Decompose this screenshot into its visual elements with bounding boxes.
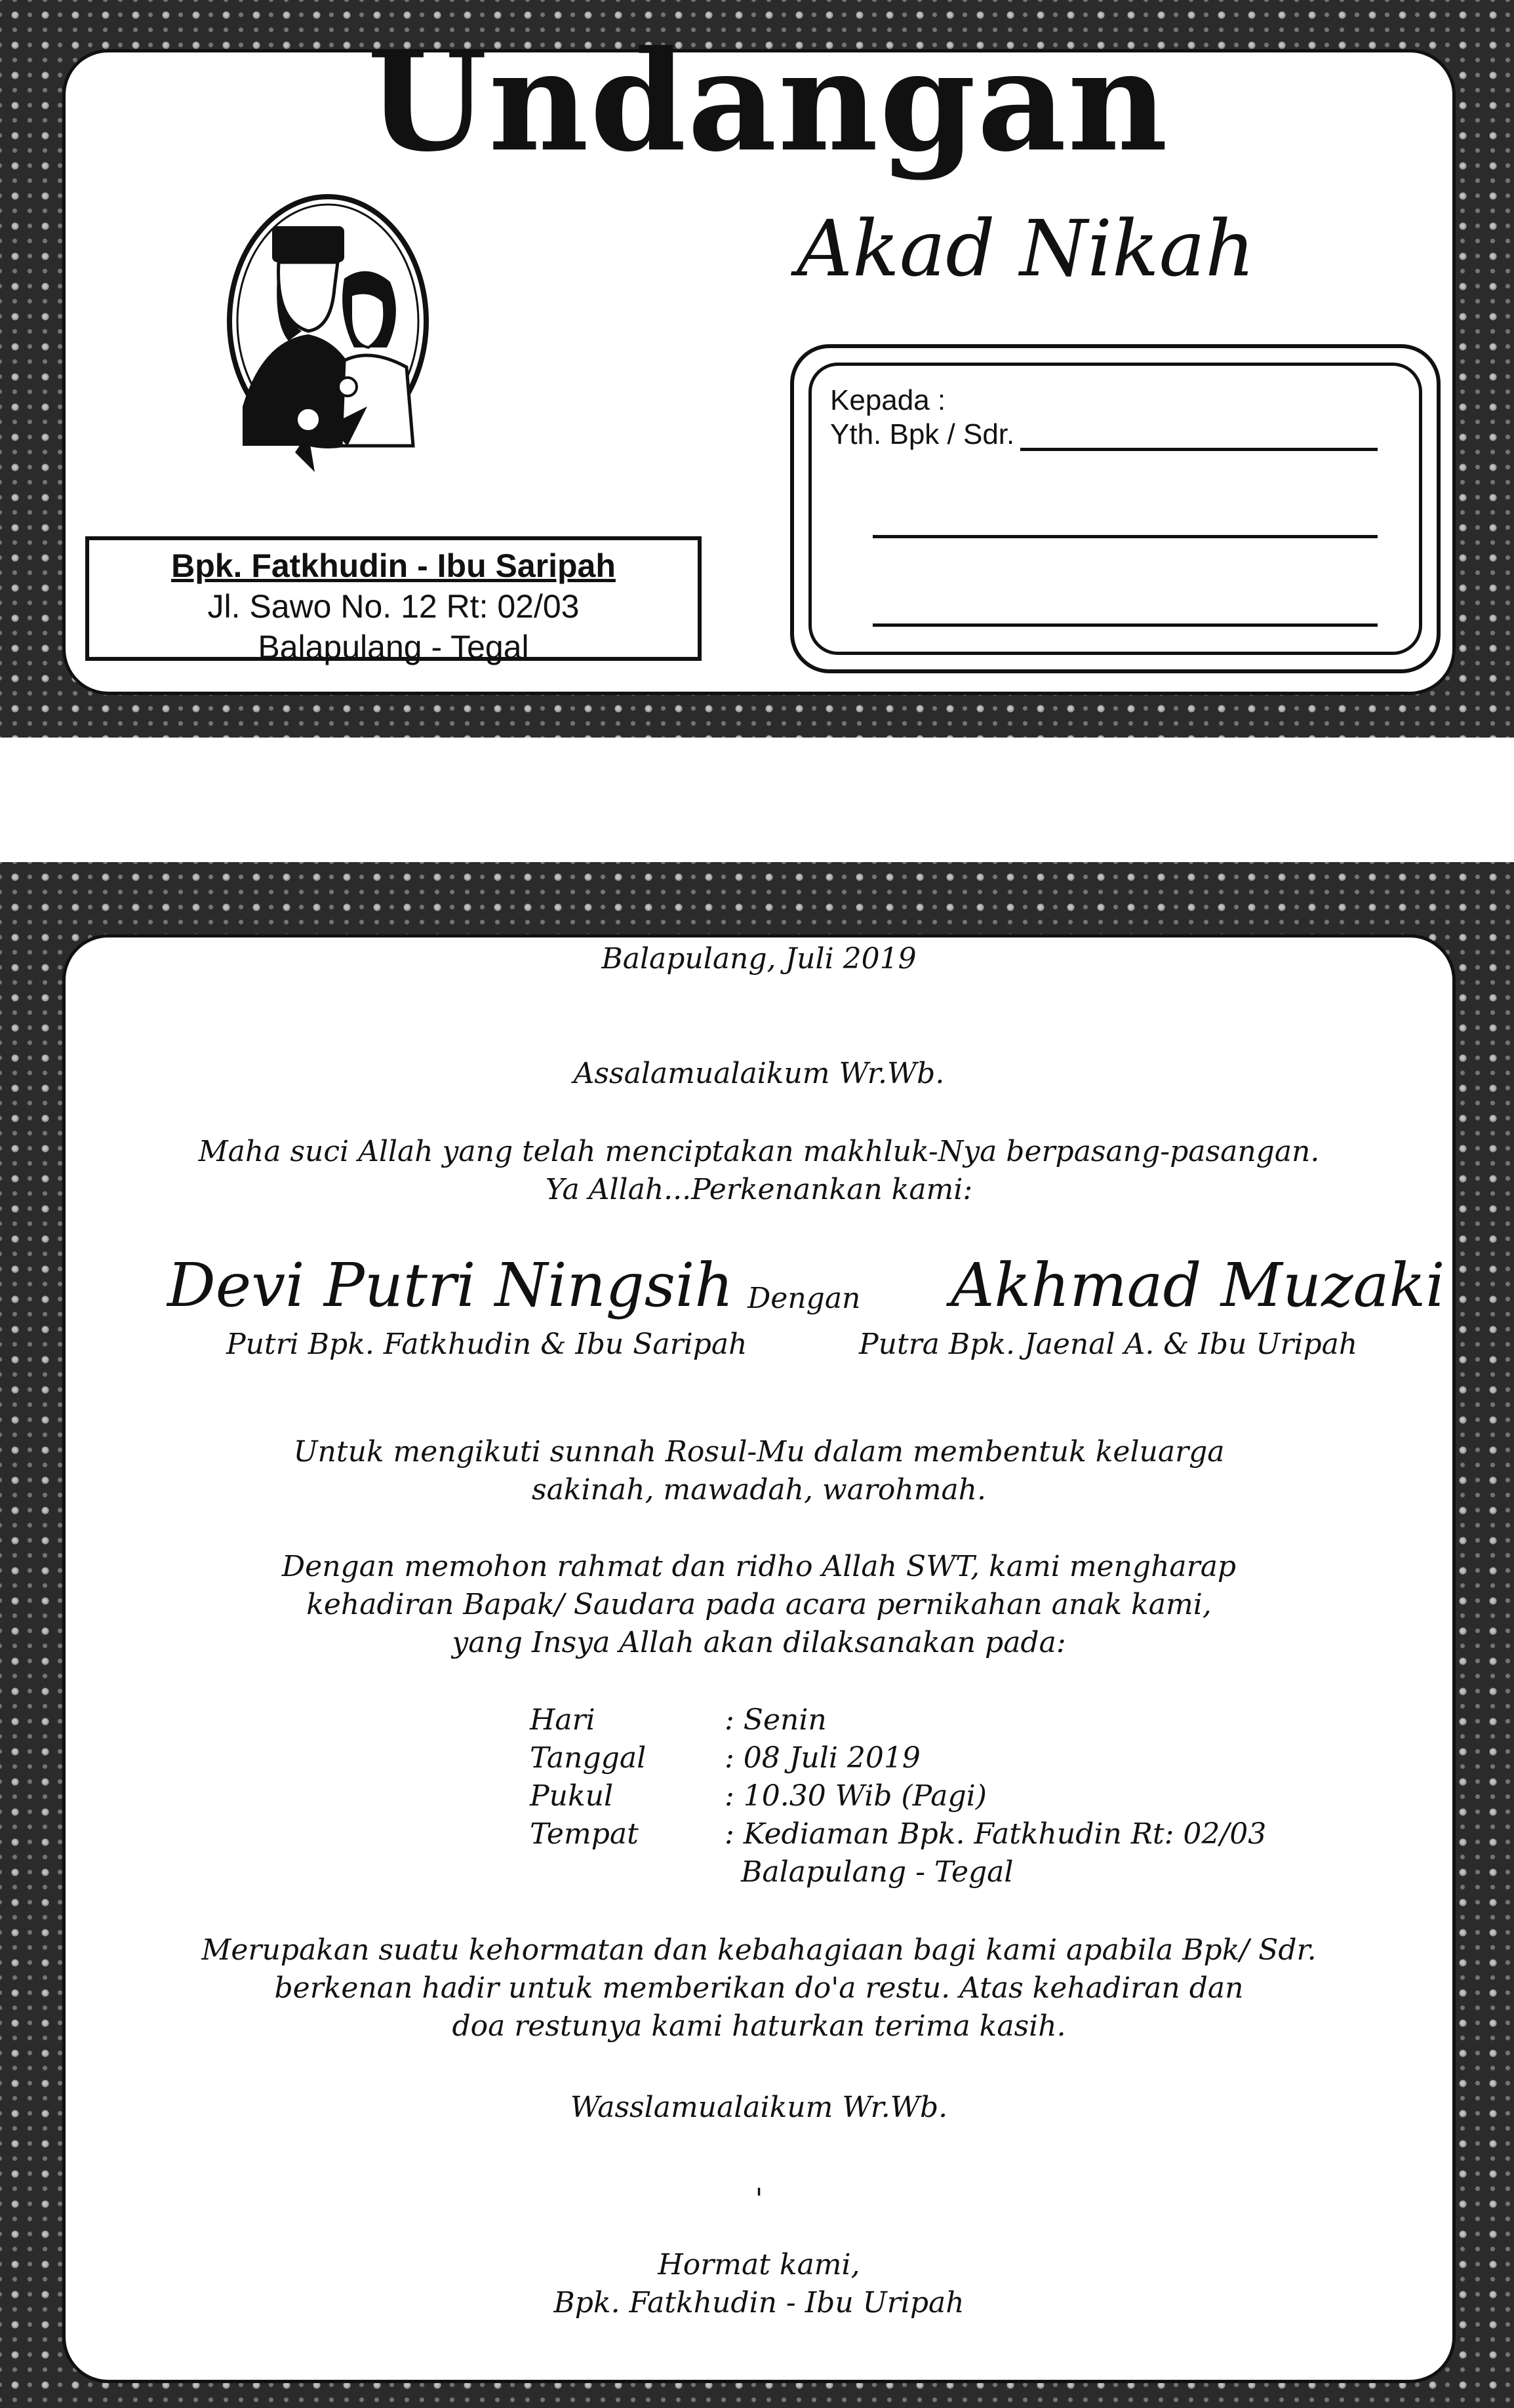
sender-name: Bpk. Fatkhudin - Ibu Saripah [171, 547, 616, 584]
sender-address-box [85, 536, 702, 665]
recipient-line-3 [873, 623, 1378, 627]
invitation-letter [66, 862, 1452, 2408]
recipient-line-1 [1020, 448, 1378, 451]
detail-date-value: : 08 Juli 2019 [725, 1741, 921, 1775]
detail-day-label: Hari [530, 1703, 595, 1737]
farewell: Wasslamualaikum Wr.Wb. [570, 2091, 948, 2124]
recipient-line-label: Yth. Bpk / Sdr. [830, 418, 1015, 450]
envelope-title: Undangan [367, 20, 1169, 182]
closing-line-1: Merupakan suatu kehormatan dan kebahagiaan bagi kami apabila Bpk/ Sdr. [201, 1933, 1317, 1967]
intro-line-2: Ya Allah...Perkenankan kami: [545, 1173, 973, 1206]
detail-time-label: Pukul [530, 1779, 614, 1813]
groom-name: Akhmad Muzaki [951, 1250, 1445, 1320]
sender-city: Balapulang - Tegal [258, 629, 529, 665]
connector-word: Dengan [747, 1282, 861, 1315]
detail-time-value: : 10.30 Wib (Pagi) [725, 1779, 987, 1813]
bride-parents: Putri Bpk. Fatkhudin & Ibu Saripah [226, 1328, 747, 1361]
sender-address: Jl. Sawo No. 12 Rt: 02/03 [207, 588, 580, 625]
purpose-line-2: sakinah, mawadah, warohmah. [531, 1473, 987, 1507]
closing-line-2: berkenan hadir untuk memberikan do'a restu. Atas kehadiran dan [274, 1971, 1244, 2005]
decorative-mark: ' [755, 2182, 763, 2216]
groom-parents: Putra Bpk. Jaenal A. & Ibu Uripah [859, 1328, 1358, 1361]
couple-portrait-icon [216, 190, 439, 479]
signature: Bpk. Fatkhudin - Ibu Uripah [553, 2286, 965, 2319]
bride-name: Devi Putri Ningsih [167, 1250, 734, 1320]
intro-line-1: Maha suci Allah yang telah menciptakan makhluk-Nya berpasang-pasangan. [198, 1135, 1320, 1168]
request-line-2: kehadiran Bapak/ Saudara pada acara pernikahan anak kami, [306, 1588, 1212, 1621]
recipient-box [790, 344, 1441, 673]
closing-line-3: doa restunya kami haturkan terima kasih. [452, 2009, 1066, 2043]
place-date: Balapulang, Juli 2019 [601, 942, 917, 976]
regards: Hormat kami, [658, 2248, 860, 2281]
greeting: Assalamualaikum Wr.Wb. [573, 1057, 945, 1090]
purpose-line-1: Untuk mengikuti sunnah Rosul-Mu dalam membentuk keluarga [293, 1435, 1225, 1469]
recipient-label: Kepada : [830, 384, 946, 416]
envelope-subtitle: Akad Nikah [797, 203, 1255, 294]
detail-place-label: Tempat [530, 1817, 639, 1851]
request-line-3: yang Insya Allah akan dilaksanakan pada: [452, 1626, 1066, 1659]
detail-place-value-2: Balapulang - Tegal [741, 1855, 1014, 1889]
detail-day-value: : Senin [725, 1703, 827, 1737]
request-line-1: Dengan memohon rahmat dan ridho Allah SWT, kami mengharap [281, 1550, 1237, 1583]
recipient-line-2 [873, 535, 1378, 538]
detail-place-value: : Kediaman Bpk. Fatkhudin Rt: 02/03 [725, 1817, 1267, 1851]
detail-date-label: Tanggal [530, 1741, 647, 1775]
